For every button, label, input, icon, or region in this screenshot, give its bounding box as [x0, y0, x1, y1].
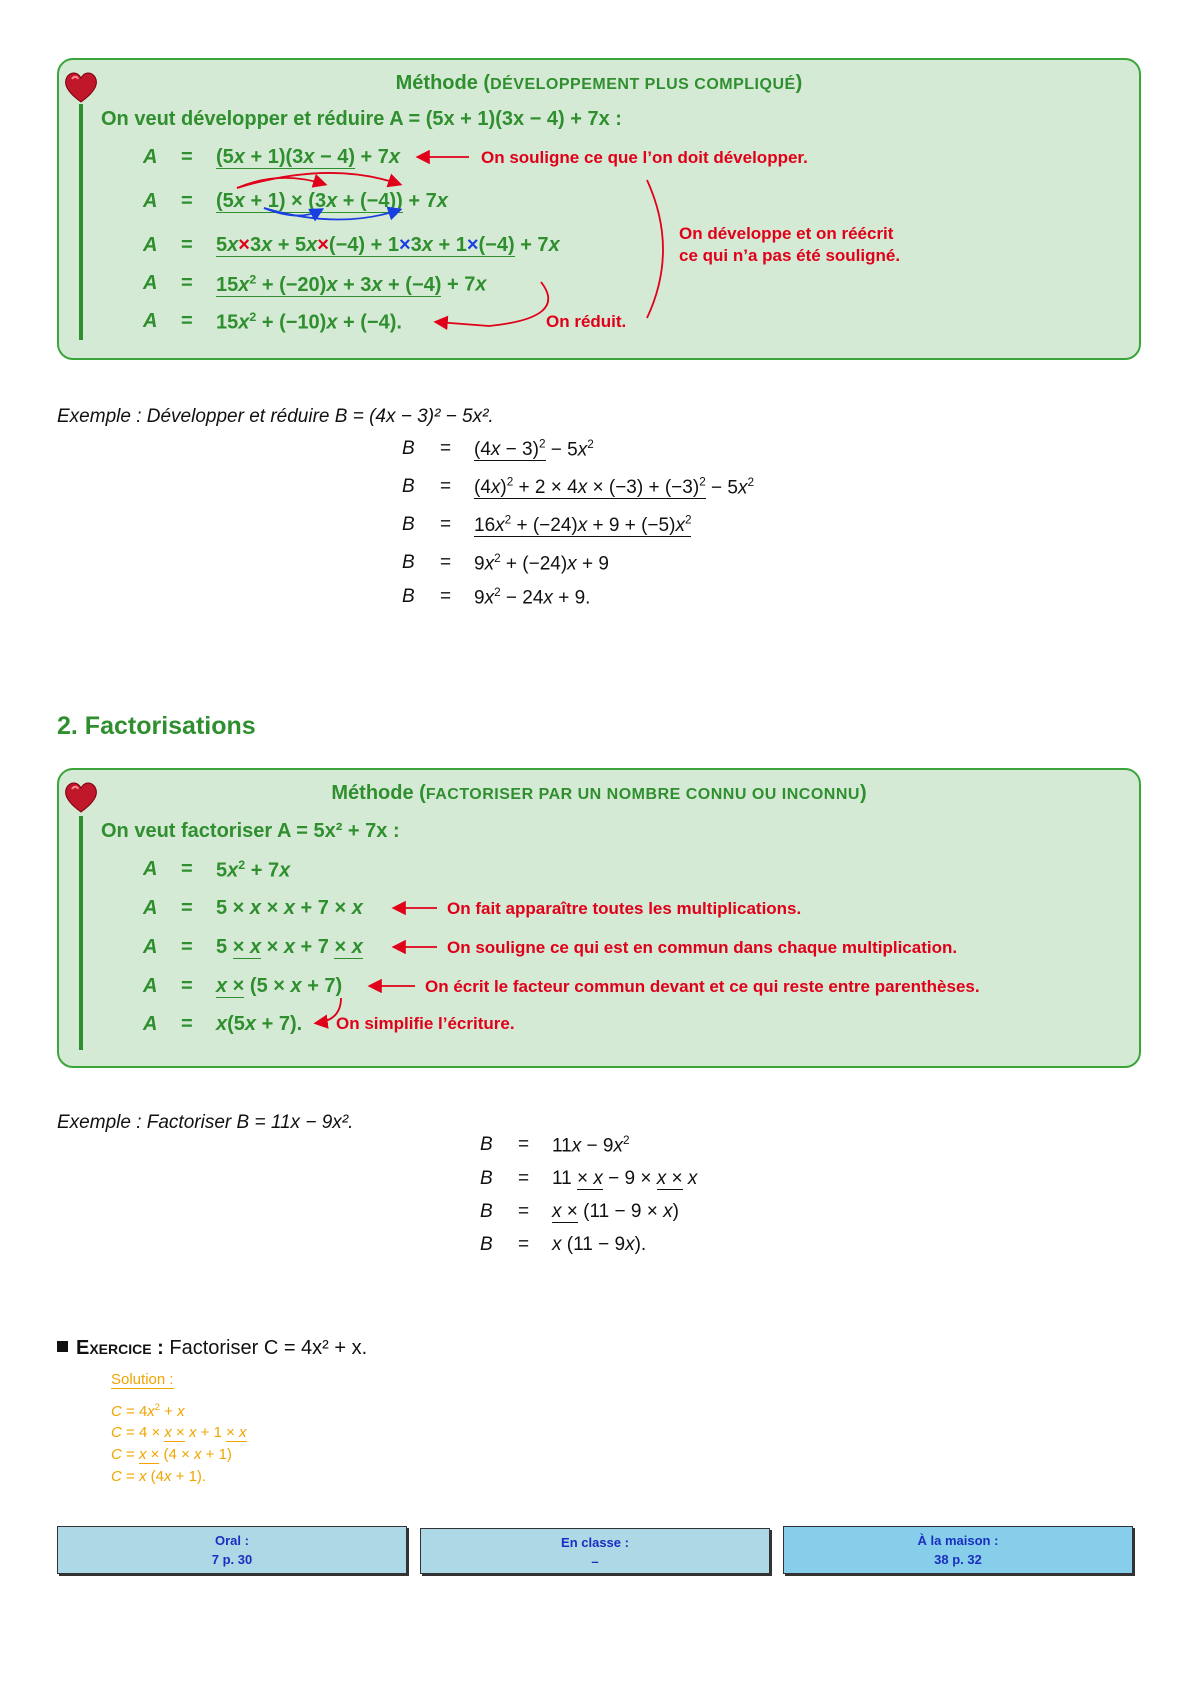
step-equals: =	[181, 146, 193, 168]
step-expression: 5x×3x + 5x×(−4) + 1×3x + 1×(−4) + 7x	[216, 234, 560, 256]
step-expression: $15x^2 + (-20)x + 3x + (-4) + 7x$	[216, 272, 487, 296]
annotation-simplify: On simplifie l’écriture.	[336, 1014, 515, 1033]
step-lhs: A	[143, 1013, 158, 1035]
annotation-common: On souligne ce qui est en commun dans chaque multiplication.	[447, 938, 958, 957]
step-expression: (5x + 1)(3x − 4) + 7x	[216, 146, 401, 168]
footer-home-value: 38 p. 32	[934, 1552, 982, 1567]
solution-line: C = 4 × x × x + 1 × x	[111, 1424, 247, 1441]
method-box-factorisation	[57, 768, 1141, 1068]
exercise-text: Factoriser C = 4x² + x.	[169, 1337, 368, 1359]
method1-arrows	[59, 60, 1139, 358]
step-expression: (5x + 1) × (3x + (−4)) + 7x	[216, 190, 448, 212]
step-lhs: A	[143, 975, 158, 997]
solution-line: C = x × (4 × x + 1)	[111, 1446, 232, 1463]
method-title: Méthode (DÉVELOPPEMENT PLUS COMPLIQUÉ)	[395, 72, 803, 94]
step-equals: =	[181, 1013, 193, 1035]
step-expression: 5 × x × x + 7 × x	[216, 897, 363, 919]
method-intro: On veut développer et réduire A = (5x + 1)(3x − 4) + 7x :	[101, 108, 622, 130]
footer-class-value: –	[591, 1554, 599, 1569]
method2-arrows	[59, 770, 1139, 1066]
example-intro: Exemple : Factoriser B = 11x − 9x².	[57, 1112, 354, 1133]
step-equals: =	[181, 190, 193, 212]
exercise-label: Exercice :	[76, 1337, 164, 1359]
step-equals: =	[181, 234, 193, 256]
solution-line: $C = 4x^2 + x$	[111, 1402, 185, 1420]
step-expression: x × (5 × x + 7)	[216, 975, 343, 997]
step-equals: =	[181, 936, 193, 958]
step-lhs: A	[143, 146, 158, 168]
step-lhs: A	[143, 272, 158, 294]
step-lhs: A	[143, 190, 158, 212]
method-title: Méthode (FACTORISER PAR UN NOMBRE CONNU OU INCONNU)	[331, 782, 867, 804]
step-expression: 5 × x × x + 7 × x	[216, 936, 363, 958]
solution-label: Solution :	[111, 1371, 174, 1388]
footer-class	[420, 1528, 770, 1574]
step-equals: =	[181, 897, 193, 919]
annotation-develop-line1: On développe et on réécrit	[679, 224, 894, 243]
step-lhs: A	[143, 234, 158, 256]
method-box-development	[57, 58, 1141, 360]
annotation-develop-line2: ce qui n’a pas été souligné.	[679, 246, 901, 265]
square-bullet-icon	[57, 1341, 68, 1352]
footer-oral	[57, 1526, 407, 1574]
step-lhs: A	[143, 897, 158, 919]
step-lhs: A	[143, 858, 158, 880]
footer-class-label: En classe :	[561, 1535, 629, 1550]
step-expression: $5x^2 + 7x$	[216, 858, 291, 882]
method-intro: On veut factoriser A = 5x² + 7x :	[101, 820, 400, 842]
annotation-factor: On écrit le facteur commun devant et ce qui reste entre parenthèses.	[425, 977, 980, 996]
step-equals: =	[181, 858, 193, 880]
step-equals: =	[181, 310, 193, 332]
step-expression: x(5x + 7).	[216, 1013, 303, 1035]
annotation-underline: On souligne ce que l’on doit développer.	[481, 148, 808, 167]
step-lhs: A	[143, 310, 158, 332]
footer-oral-label: Oral :	[215, 1533, 249, 1548]
footer-oral-value: 7 p. 30	[211, 1552, 253, 1567]
step-expression: $15x^2 + (-10)x + (-4)$.	[216, 310, 402, 334]
example-intro: Exemple : Développer et réduire B = (4x − 3)² − 5x².	[57, 406, 494, 427]
footer-home-label: À la maison :	[917, 1533, 999, 1548]
step-lhs: A	[143, 936, 158, 958]
solution-line: C = x (4x + 1).	[111, 1468, 207, 1485]
step-equals: =	[181, 975, 193, 997]
footer-home	[783, 1526, 1133, 1574]
exercise	[57, 1337, 367, 1360]
annotation-reduce: On réduit.	[546, 312, 627, 331]
annotation-multiplications: On fait apparaître toutes les multiplications.	[447, 899, 802, 918]
section-title: 2. Factorisations	[57, 712, 256, 740]
step-equals: =	[181, 272, 193, 294]
